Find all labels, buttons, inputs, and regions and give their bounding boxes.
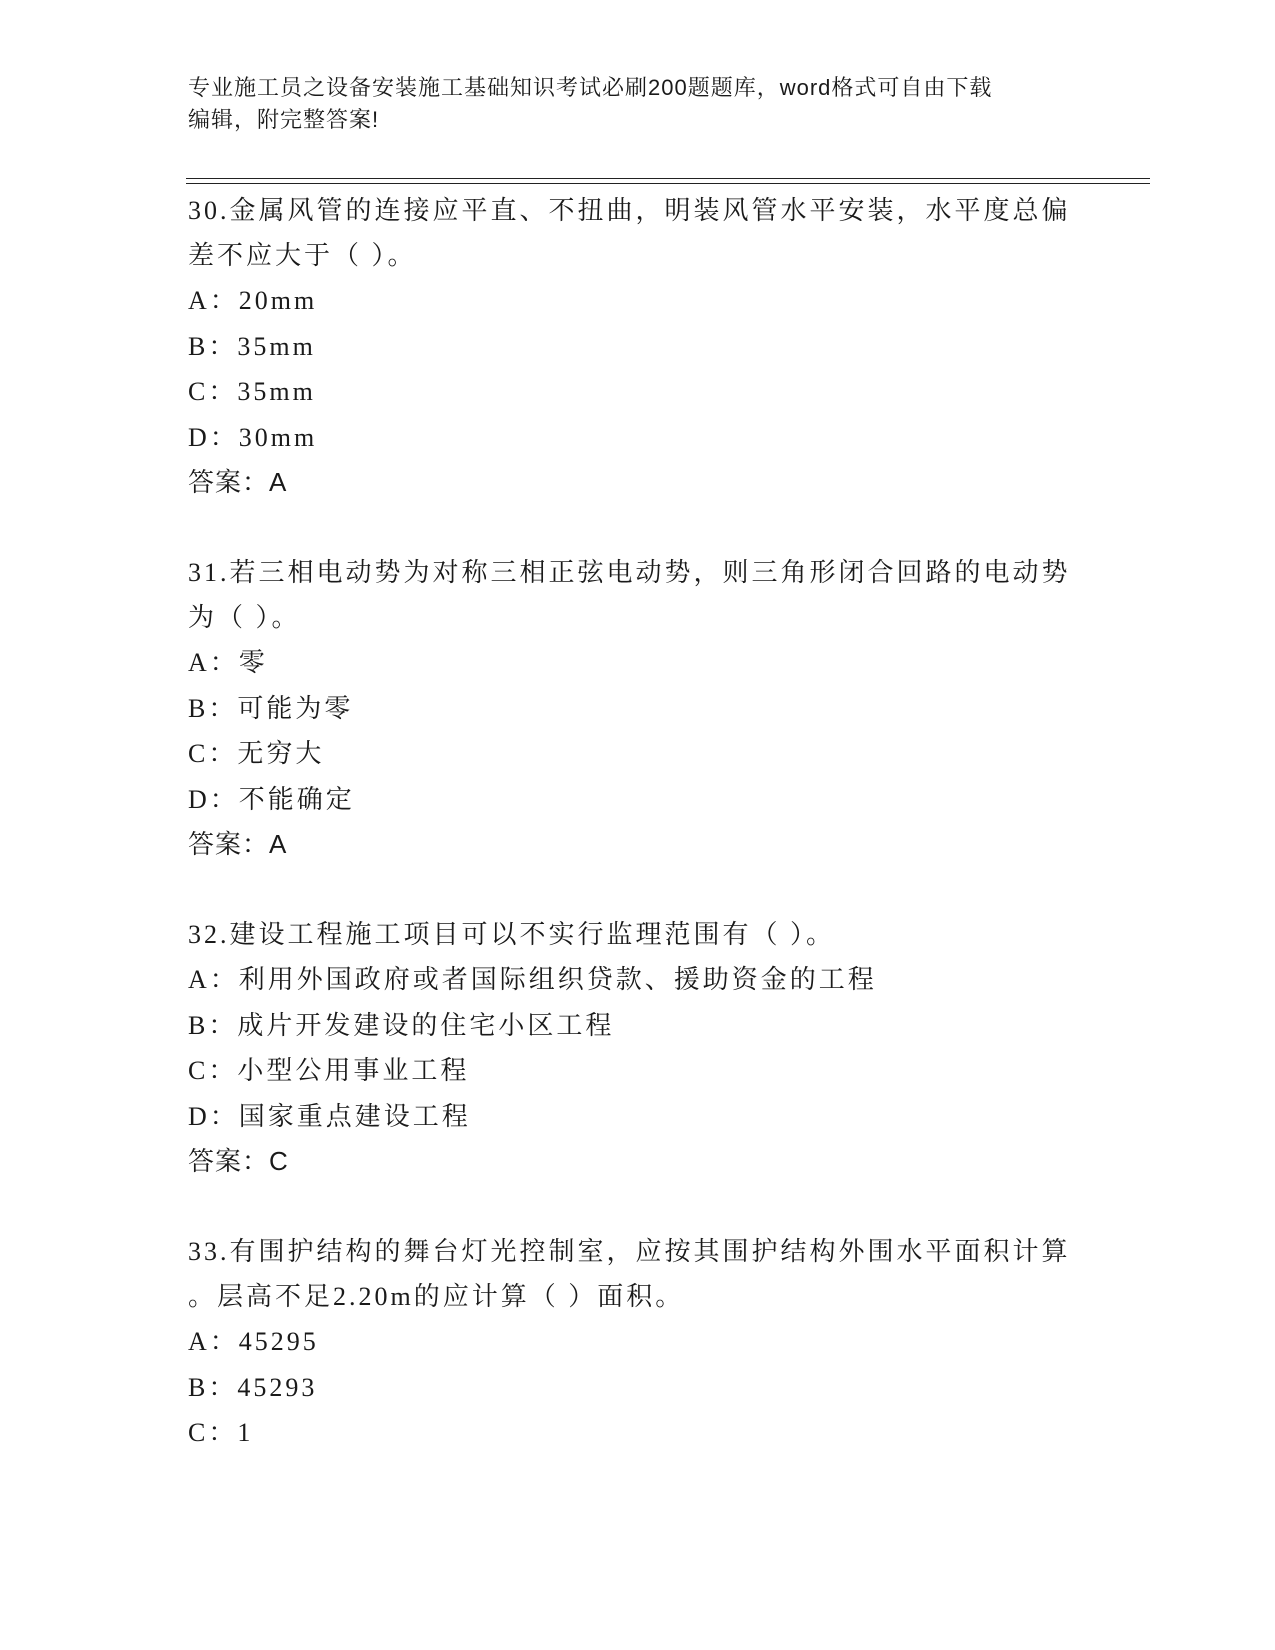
option-c: C：35mm [188, 377, 316, 406]
option-a: A：20mm [188, 286, 318, 315]
answer: 答案：C [188, 1146, 289, 1176]
option-d: D：国家重点建设工程 [188, 1101, 471, 1131]
question-list [188, 188, 1088, 1456]
document-header [188, 72, 1088, 136]
question-stem-line: 差不应大于（ ）。 [188, 241, 417, 270]
option-b: B：成片开发建设的住宅小区工程 [188, 1010, 615, 1040]
question-stem-line: 32.建设工程施工项目可以不实行监理范围有（ ）。 [188, 920, 836, 949]
question-stem-line: 31.若三相电动势为对称三相正弦电动势，则三角形闭合回路的电动势 [188, 558, 1071, 587]
option-c: C：小型公用事业工程 [188, 1056, 470, 1085]
option-b: B：35mm [188, 331, 316, 361]
header-line-1: 专业施工员之设备安装施工基础知识考试必刷200题题库，word格式可自由下载 [188, 75, 993, 100]
option-a: A：45295 [188, 1327, 319, 1356]
answer: 答案：A [188, 829, 288, 859]
spacer [188, 505, 1088, 550]
option-d: D：不能确定 [188, 784, 355, 814]
question-32 [188, 912, 1088, 1184]
option-c: C：1 [188, 1418, 254, 1447]
spacer [188, 1184, 1088, 1229]
header-divider-bottom [186, 183, 1150, 184]
option-b: B：可能为零 [188, 693, 354, 723]
question-stem-line: 30.金属风管的连接应平直、不扭曲，明装风管水平安装，水平度总偏 [188, 196, 1071, 225]
spacer [188, 867, 1088, 912]
option-a: A：零 [188, 648, 268, 677]
question-stem-line: 为（ ）。 [188, 603, 301, 632]
question-31 [188, 550, 1088, 867]
option-c: C：无穷大 [188, 739, 325, 768]
option-d: D：30mm [188, 422, 318, 452]
header-line-2: 编辑，附完整答案! [188, 107, 380, 132]
answer: 答案：A [188, 467, 288, 497]
header-divider-top [186, 178, 1150, 179]
question-30 [188, 188, 1088, 505]
question-stem-line: 33.有围护结构的舞台灯光控制室，应按其围护结构外围水平面积计算 [188, 1237, 1071, 1266]
question-33 [188, 1229, 1088, 1456]
question-stem-line: 。层高不足2.20m的应计算（ ）面积。 [188, 1282, 685, 1311]
option-b: B：45293 [188, 1372, 318, 1402]
option-a: A：利用外国政府或者国际组织贷款、援助资金的工程 [188, 965, 877, 994]
